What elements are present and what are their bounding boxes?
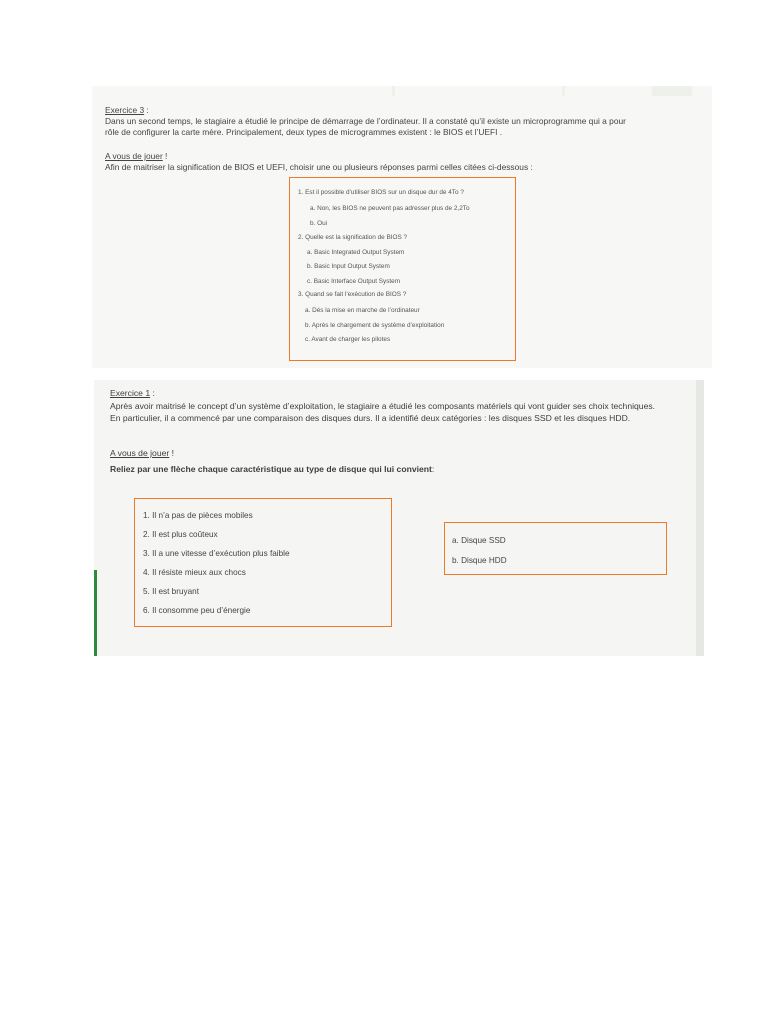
quiz-option-1b[interactable]: b. Oui — [310, 220, 328, 227]
exercise3-panel — [92, 86, 712, 368]
exercise1-intro-line2: En particulier, il a commencé par une comparaison des disques durs. Il a identifié deux catégories : les disques SSD et les disques HDD. — [110, 413, 631, 423]
exercise3-heading: Exercice 3 : — [105, 105, 149, 115]
quiz-option-3b[interactable]: b. Après le chargement de système d’exploitation — [305, 322, 445, 329]
disk-type-hdd[interactable]: b. Disque HDD — [452, 556, 507, 565]
disk-types-box — [444, 522, 667, 575]
exercise1-avous-heading: A vous de jouer ! — [110, 448, 175, 458]
decor-stripe — [392, 86, 395, 96]
quiz-question-2: 2. Quelle est la signification de BIOS ? — [298, 234, 408, 241]
quiz-option-2a[interactable]: a. Basic Integrated Output System — [307, 249, 405, 256]
characteristic-item[interactable]: 5. Il est bruyant — [143, 587, 199, 596]
quiz-option-3a[interactable]: a. Dés la mise en marche de l’ordinateur — [305, 307, 420, 314]
disk-type-ssd[interactable]: a. Disque SSD — [452, 536, 506, 545]
decor-stripe — [562, 86, 565, 96]
accent-bar — [94, 570, 97, 656]
exercise3-avous-heading: A vous de jouer ! — [105, 151, 168, 161]
quiz-question-3: 3. Quand se fait l’exécution de BIOS ? — [298, 291, 407, 298]
quiz-option-1a[interactable]: a. Non, les BIOS ne peuvent pas adresser plus de 2,2To — [310, 205, 470, 212]
quiz-option-3c[interactable]: c. Avant de charger les pilotes — [305, 336, 391, 343]
quiz-question-1: 1. Est il possible d’utiliser BIOS sur un disque dur de 4To ? — [298, 189, 464, 196]
exercise1-intro-line1: Après avoir maitrisé le concept d’un système d’exploitation, le stagiaire a étudié les composants matériels qui vont guider ses choix techniques. — [110, 401, 656, 411]
characteristic-item[interactable]: 6. Il consomme peu d’énergie — [143, 606, 251, 615]
exercise1-heading: Exercice 1 : — [110, 388, 155, 398]
characteristic-item[interactable]: 2. Il est plus coûteux — [143, 530, 218, 539]
characteristic-item[interactable]: 4. Il résiste mieux aux chocs — [143, 568, 246, 577]
exercise3-instruction: Afin de maitriser la signification de BIOS et UEFI, choisir une ou plusieurs réponses parmi celles citées ci-dessous : — [105, 162, 533, 172]
quiz-option-2c[interactable]: c. Basic Interface Output System — [307, 278, 401, 285]
exercise1-instruction: Reliez par une flèche chaque caractéristique au type de disque qui lui convient: — [110, 464, 435, 474]
characteristic-item[interactable]: 3. Il a une vitesse d’exécution plus faible — [143, 549, 290, 558]
exercise1-panel — [94, 380, 704, 656]
quiz-option-2b[interactable]: b. Basic Input Output System — [307, 263, 390, 270]
characteristic-item[interactable]: 1. Il n’a pas de pièces mobiles — [143, 511, 253, 520]
exercise3-intro-line2: rôle de configurer la carte mère. Principalement, deux types de microgrammes existent : le BIOS et l’UEFI . — [105, 127, 503, 137]
panel-edge — [696, 380, 704, 656]
decor-stripe — [652, 86, 692, 96]
exercise3-intro-line1: Dans un second temps, le stagiaire a étudié le principe de démarrage de l’ordinateur. Il a constaté qu’il existe un microprogramme qui a pour — [105, 116, 626, 126]
